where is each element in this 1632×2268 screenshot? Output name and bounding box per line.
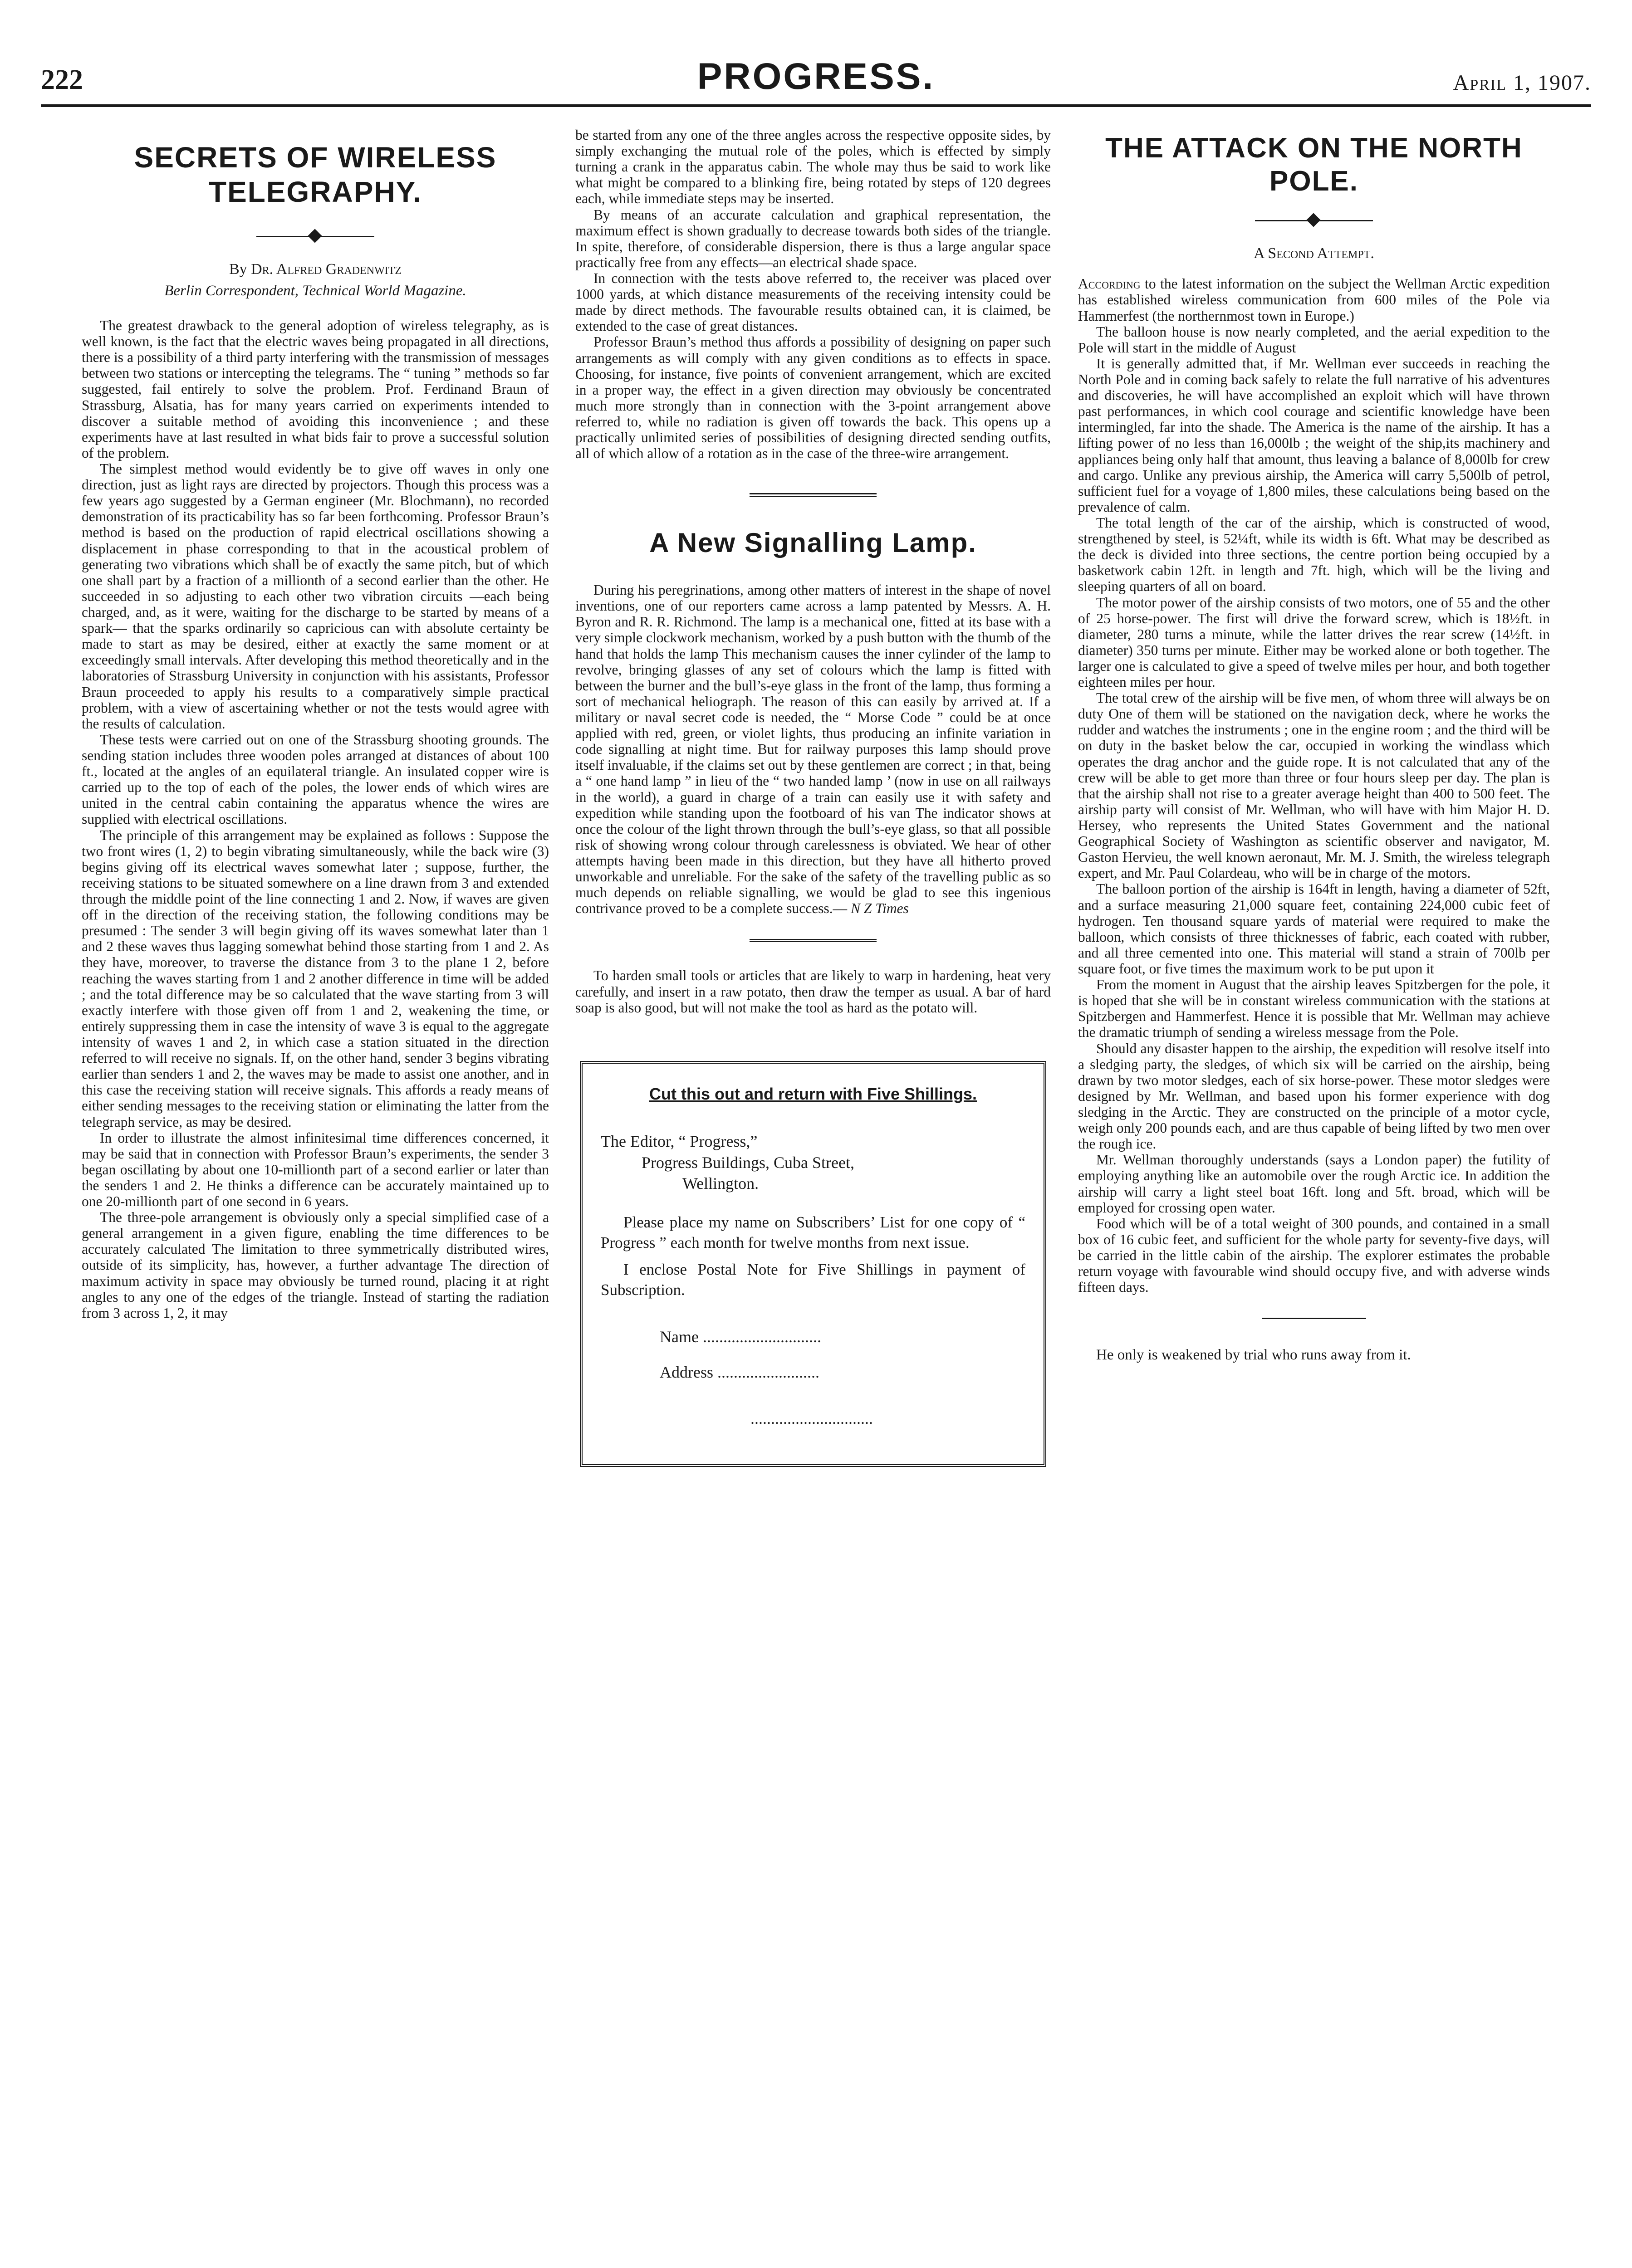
closing-quote: He only is weakened by trial who runs away from it.	[1096, 1347, 1411, 1364]
paragraph: The motor power of the airship consists of two motors, one of 55 and the other of 25 horse-power. The first will drive the forward screw, which is 18½ft. in diameter, 280 turns a minute, while the latter drives the rear screw (14½ft. in diameter) 350 turns per minute. Either may be worked alone or both together. The larger one is calculated to give a speed of twelve miles per hour, and both together eighteen miles per hour.	[1078, 594, 1550, 690]
paragraph-text: to the latest information on the subject the Wellman Arctic expedition has established wireless communication from 600 miles of the Pole via Hammerfest (the northernmost town in Europe.)	[1078, 276, 1550, 324]
paragraph: The total crew of the airship will be five men, of whom three will always be on duty One of them will be stationed on the navigation deck, where he works the rudder and watches the instruments ; one in the engine room ; and the third will be on duty in the basket below the car, occupied in working the windlass which operates the drag anchor and the guide rope. It is not calculated that any of the crew will be able to get more than three or four hours sleep per day. The plan is that the airship shall not rise to a greater average height than 400 to 500 feet. The airship party will consist of Mr. Wellman, who will have with him Major H. D. Hersey, who represents the United States Government and the national Geographical Society of Washington as scientific observer and navigator, M. Gaston Hervieu, the well known aeronaut, Mr. M. J. Smith, the wireless telegraph expert, and Mr. Paul Colardeau, who will be in charge of the motors.	[1078, 690, 1550, 881]
coupon-heading: Cut this out and return with Five Shillings.	[649, 1084, 977, 1103]
byline-prefix: By	[229, 261, 251, 278]
paragraph: The greatest drawback to the general adoption of wireless telegraphy, as is well known, is the fact that the electric waves being propagated in all directions, there is a possibility of a third party interfering with the transmission of messages between two stations or intercepting the telegrams. The “ tuning ” methods so far suggested, fail entirely to solve the problem. Prof. Ferdinand Braun of Strassburg, Alsatia, has for many years carried on experiments intended to discover a suitable method of avoiding this inconvenience ; and these experiments have at last resulted in what bids fair to prove a successful solution of the problem.	[82, 318, 549, 461]
coupon-name-field: Name .............................	[660, 1328, 821, 1346]
paragraph: The total length of the car of the airship, which is constructed of wood, strengthened by steel, is 52¼ft, while its width is 6ft. What may be described as the deck is divided into three sections, the centre portion being occupied by a basketwork cabin 12ft. in length and 7ft. high, which will be the living and sleeping quarters of all on board.	[1078, 514, 1550, 595]
section-divider	[750, 939, 877, 945]
article-body-signalling-lamp	[575, 582, 1051, 916]
masthead: PROGRESS.	[697, 56, 935, 97]
coupon-text: I enclose Postal Note for Five Shillings in payment of Subscription.	[601, 1260, 1025, 1299]
column-2	[575, 127, 1051, 2268]
paragraph: In connection with the tests above referred to, the receiver was placed over 1000 yards, at which distance measurements of the receiving intensity could be made by direct methods. The favourable results obtained can, it is claimed, be extended to the case of great distances.	[575, 270, 1051, 334]
paragraph: Food which will be of a total weight of 300 pounds, and contained in a small box of 16 cubic feet, and sufficient for the whole party for seventy-five days, will be carried in the little cabin of the airship. The explorer estimates the probable return voyage with favourable wind should occupy five, and with adverse winds fifteen days.	[1078, 1215, 1550, 1295]
paragraph: Mr. Wellman thoroughly understands (says a London paper) the futility of employing anything like an automobile over the rough Arctic ice. In addition the airship will carry a light steel boat 16ft. long and 5ft. broad, which will be employed for crossing open water.	[1078, 1152, 1550, 1216]
coupon-text: Please place my name on Subscribers’ List for one copy of “ Progress ” each month for twelve months from next issue.	[601, 1213, 1025, 1251]
paragraph: It is generally admitted that, if Mr. Wellman ever succeeds in reaching the North Pole and in coming back safely to relate the full narrative of his adventures and discoveries, he will have accomplished an exploit which will have thrown past performances, in which cool courage and scientific knowledge have been intermingled, far into the shade. The America is the name of the airship. It has a lifting power of no less than 16,000lb ; the weight of the ship,its machinery and appliances being only half that amount, thus leaving a balance of 8,000lb for crew and cargo. Unlike any previous airship, the America will carry 5,500lb of petrol, sufficient fuel for a voyage of 1,800 miles, these calculations being based on the prevalence of calm.	[1078, 355, 1550, 515]
subscription-coupon	[580, 1061, 1046, 1467]
section-divider	[750, 493, 877, 500]
author-affiliation: Berlin Correspondent, Technical World Magazine.	[164, 283, 466, 299]
paragraph	[575, 582, 1051, 916]
paragraph-text: During his peregrinations, among other matters of interest in the shape of novel inventions, one of our reporters came across a lamp patented by Messrs. A. H. Byron and R. R. Richmond. The lamp is a mechanical one, fitted at its base with a very simple clockwork mechanism, worked by a push button with the thumb of the hand that holds the lamp This mechanism causes the inner cylinder of the lamp to revolve, bringing glasses of any set of colours which the lamp is fitted with between the burner and the bull’s-eye glass in the front of the lamp, thus forming a sort of mechanical heliograph. The reason of this can easily by arrived at. If a military or naval secret code is needed, the “ Morse Code ” could be at once applied with red, green, or violet lights, thus producing an infinite variation in code signalling at night time. But for railway purposes this lamp should prove itself invaluable, if the claims set out by these gentlemen are correct ; in that, being a “ one hand lamp ” in lieu of the “ two handed lamp ’ (now in use on all railways in the world), a guard in charge of a train can easily use it with safety and expedition while standing upon the footboard of his van The indicator shows at once the colour of the light thrown through the bull’s-eye glass, so that all possible risk of showing wrong colour through carelessness is obviated. We hear of other attempts having been made in this direction, but they have all hitherto proved unworkable and unreliable. For the sake of the safety of the travelling public as so much depends on reliable signalling, we would be glad to see this ingenious contrivance proved to be a complete success.—	[575, 582, 1051, 917]
paragraph	[1078, 276, 1550, 323]
paragraph: be started from any one of the three angles across the respective opposite sides, by simply exchanging the mutual role of the poles, which is effected by simply turning a crank in the apparatus cabin. The whole may thus be said to work like what might be compared to a blinking fire, being rotated by steps of 120 degrees each, while immediate steps may be inserted.	[575, 127, 1051, 207]
page-header	[41, 54, 1591, 107]
paragraph: Should any disaster happen to the airship, the expedition will resolve itself into a sledging party, the sledges, of which six will be carried on the airship, being drawn by two motor sledges, each of six horse-power. These motor sledges were designed by Mr. Wellman, and based upon his former experience with dog sledging in the Arctic. They are constructed on the principle of a motor cycle, weigh only 200 pounds each, and are thus capable of being lifted by two men over the rough ice.	[1078, 1040, 1550, 1152]
byline	[82, 261, 549, 278]
coupon-address-field: Address .........................	[660, 1363, 819, 1382]
paragraph: The balloon portion of the airship is 164ft in length, having a diameter of 52ft, and a surface measuring 21,000 square feet, containing 224,000 cubic feet of hydrogen. Ten thousand square yards of material were required to make the balloon, which consists of three thicknesses of fabric, each coated with rubber, and all three cemented into one. This material will stand a strain of 700lb per square foot, or five times the maximum work to be put upon it	[1078, 881, 1550, 977]
ornament-rule	[256, 227, 374, 245]
article-body-north-pole	[1078, 276, 1550, 1295]
issue-date: April 1, 1907.	[1453, 71, 1591, 95]
column-1	[82, 127, 549, 2268]
paragraph: The three-pole arrangement is obviously only a special simplified case of a general arrangement in a given figure, enabling the time differences to be accurately calculated The limitation to three symmetrically distributed wires, outside of its simplicity, has, however, a further advantage The direction of maximum activity in space may obviously be turned round, placing it at right angles to any one of the edges of the triangle. Instead of starting the radiation from 3 across 1, 2, it may	[82, 1209, 549, 1321]
paragraph: These tests were carried out on one of the Strassburg shooting grounds. The sending station includes three wooden poles arranged at distances of about 100 ft., located at the angles of an equilateral triangle. An insulated copper wire is carried up to the top of each of the poles, the lower ends of which wires are united in the central cabin containing the apparatus whence the wires are supplied with electrical oscillations.	[82, 731, 549, 827]
paragraph: The balloon house is now nearly completed, and the aerial expedition to the Pole will start in the middle of August	[1078, 323, 1550, 356]
article-body-wireless-col2	[575, 127, 1051, 461]
coupon-address-line: Progress Buildings, Cuba Street,	[642, 1153, 854, 1172]
section-divider	[1262, 1318, 1366, 1319]
paragraph: By means of an accurate calculation and graphical representation, the maximum effect is shown gradually to decrease towards both sides of the triangle. In spite, therefore, of considerable dispersion, there is thus a large angular space practically free from any effects—an electrical shade space.	[575, 206, 1051, 270]
article-body-wireless-col1	[82, 318, 549, 1321]
coupon-address-line: Wellington.	[682, 1174, 759, 1193]
byline-author: Dr. Alfred Gradenwitz	[251, 261, 402, 278]
article-subtitle: A Second Attempt.	[1254, 245, 1374, 262]
paragraph: The simplest method would evidently be to give off waves in only one direction, just as light rays are directed by projectors. Though this process was a few years ago suggested by a German engineer (Mr. Blochmann), no recorded demonstration of its practicability has so far been forthcoming. Professor Braun’s method is based on the production of rapid electrical oscillations showing a displacement in phase corresponding to that in the acoustical problem of generating two vibrations which shall be of exactly the same pitch, but of which one shall part by a fraction of a millionth of a second earlier than the other. He succeeded in so adjusting to each other two vibration circuits —each being charged, and, as it were, waiting for the discharge to be started by means of a spark— that the sparks ordinarily so capricious can with absolute certainty be made to start as may be desired, either at exactly the same moment or at exceedingly small intervals. After developing this method theoretically and in the laboratories of Strassburg University in conjunction with his assistants, Professor Braun proceeded to apply his results to a comparatively simple practical problem, with a view of ascertaining whether or not the tests would agree with the results of calculation.	[82, 461, 549, 732]
filler-note	[575, 968, 1051, 1015]
lead-word: According	[1078, 276, 1141, 292]
paragraph: In order to illustrate the almost infinitesimal time differences concerned, it may be said that in connection with Professor Braun’s experiments, the sender 3 began oscillating by about one 10-millionth part of a second earlier or later than the senders 1 and 2. He thinks a difference can be accurately maintained up to one 20-millionth part of one second in 6 years.	[82, 1129, 549, 1210]
article-title-north-pole: THE ATTACK ON THE NORTH POLE.	[1105, 132, 1523, 197]
paragraph: To harden small tools or articles that are likely to warp in hardening, heat very carefully, and insert in a raw potato, then draw the temper as usual. A bar of hard soap is also good, but will not make the tool as hard as the potato will.	[575, 968, 1051, 1016]
page-number: 222	[41, 64, 83, 95]
paragraph: The principle of this arrangement may be explained as follows : Suppose the two front wires (1, 2) to begin vibrating simultaneously, while the back wire (3) begins giving off its electrical waves somewhat later ; suppose, further, the receiving stations to be situated somewhere on a line drawn from 3 and extended through the middle point of the line connecting 1 and 2. Now, if waves are given off in the direction of the receiving station, the following conditions may be presumed : The sender 3 will begin giving off its waves somewhat later than 1 and 2 these waves thus lagging somewhat behind those starting from 1 and 2. As they have, moreover, to traverse the distance from 3 to the plane 1 2, before reaching the waves starting from 1 and 2 another difference in time will be added ; and the total difference may be so calculated that the wave starting from 3 will exactly interfere with those given off from 1 and 2, weakening the time, or entirely suppressing them in case the intensity of wave 3 is equal to the aggregate intensity of waves 1 and 2, in which case a station situated in the direction referred to will receive no signals. If, on the other hand, sender 3 begins vibrating earlier than senders 1 and 2, the waves may be made to assist one another, and in this case the receiving station will receive signals. This affords a ready means of either sending messages to the receiving station or eliminating the latter from the telegraph service, as may be desired.	[82, 827, 549, 1130]
title-line-2: TELEGRAPHY.	[208, 175, 422, 208]
coupon-address-line: The Editor, “ Progress,”	[601, 1132, 758, 1150]
ornament-rule	[1255, 211, 1373, 230]
column-3	[1078, 127, 1550, 2268]
article-title-signalling-lamp: A New Signalling Lamp.	[649, 528, 977, 558]
paragraph: From the moment in August that the airship leaves Spitzbergen for the pole, it is hoped that she will be in constant wireless communication with the stations at Spitzbergen and Hammerfest. Hence it is possible that Mr. Wellman may achieve the dramatic triumph of sending a wireless message from the Pole.	[1078, 977, 1550, 1041]
source-credit: N Z Times	[851, 900, 909, 917]
coupon-address-line-extra: ..............................	[750, 1409, 873, 1428]
article-title-wireless	[82, 141, 549, 209]
paragraph: Professor Braun’s method thus affords a possibility of designing on paper such arrangements as will comply with any given conditions as to effects in space. Choosing, for instance, five points of convenient arrangement, which are excited in a proper way, the effect in a given direction may obviously be concentrated much more strongly than in connection with the 3-point arrangement above referred to, while no radiation is given off towards the back. This opens up a practically unlimited series of possibilities of designing directed sending outfits, all of which allow of a rotation as in the case of the three-wire arrangement.	[575, 334, 1051, 462]
title-line-1: SECRETS OF WIRELESS	[134, 141, 497, 174]
